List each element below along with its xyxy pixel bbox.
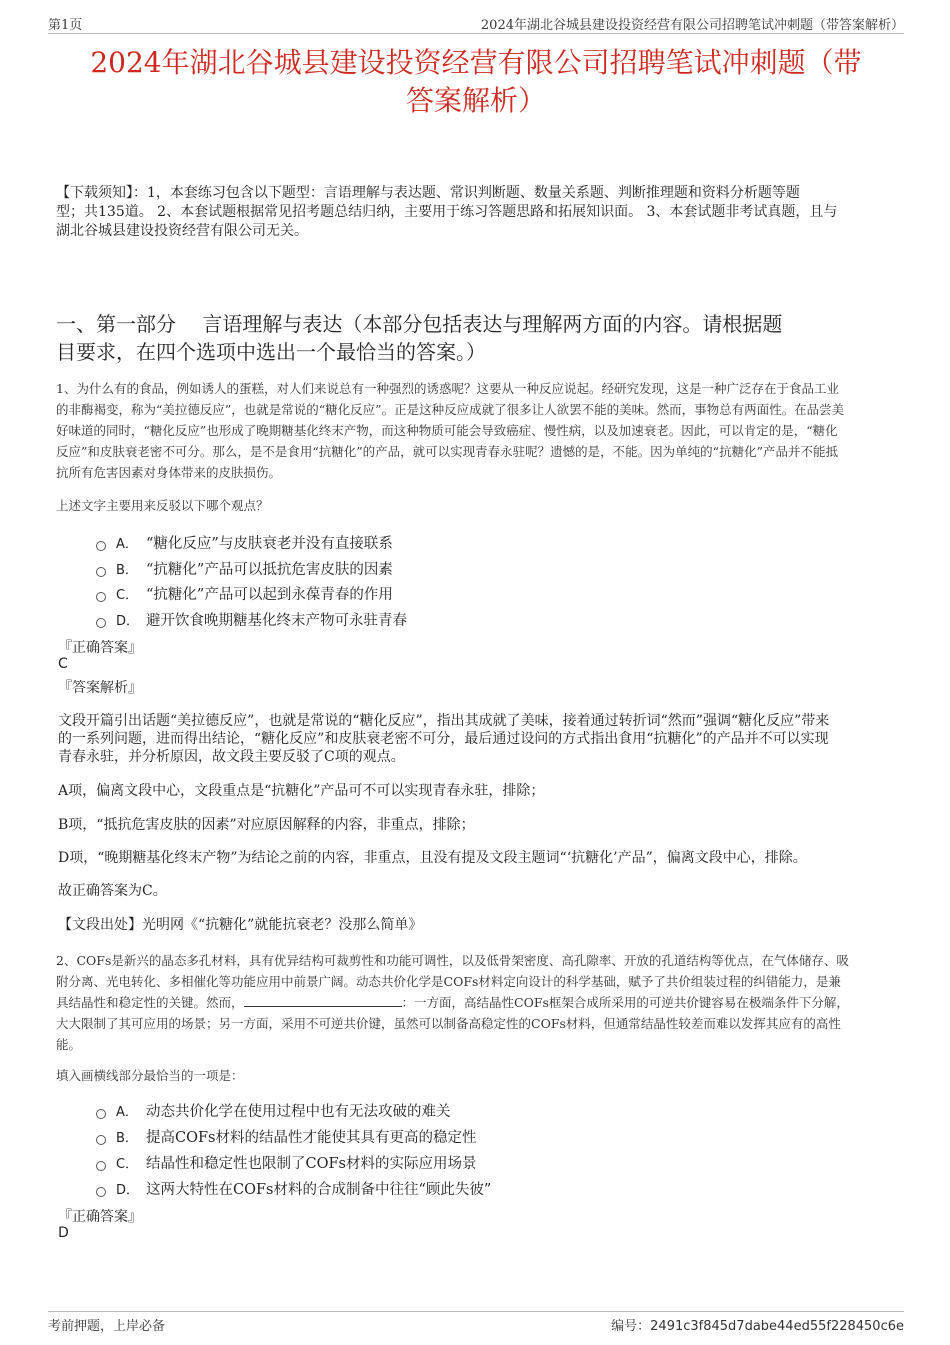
- stem-line: 附分离、光电转化、多相催化等功能应用中前景广阔。动态共价化学是COFs材料定向设计的科学基础，赋予了共价组装过程的纠错能力，是兼: [56, 974, 841, 989]
- option-text: “抗糖化”产品可以起到永葆青春的作用: [146, 587, 393, 603]
- notice-line: 湖北谷城县建设投资经营有限公司无关。: [56, 223, 308, 239]
- section-heading-line: 目要求，在四个选项中选出一个最恰当的答案。）: [56, 340, 486, 364]
- radio-button-icon[interactable]: [96, 1135, 106, 1145]
- notice-line: 【下载须知】：1，本套练习包含以下题型：言语理解与表达题、常识判断题、数量关系题、判断推理题和资料分析题等题: [56, 185, 800, 201]
- option-letter: B．: [116, 563, 138, 578]
- page-title: [48, 44, 904, 120]
- question-1-prompt: 上述文字主要用来反驳以下哪个观点？: [56, 498, 269, 513]
- analysis-option-d: D项，“晚期糖基化终末产物”为结论之前的内容，非重点，且没有提及文段主题词“‘抗糖化’产品”，偏离文段中心，排除。: [58, 850, 807, 866]
- option-text: 结晶性和稳定性也限制了COFs材料的实际应用场景: [146, 1156, 477, 1172]
- q1-option-d[interactable]: [96, 609, 407, 631]
- analysis-conclusion: 故正确答案为C。: [58, 883, 167, 899]
- running-title: 2024年湖北谷城县建设投资经营有限公司招聘笔试冲刺题（带答案解析）: [480, 18, 904, 33]
- radio-button-icon[interactable]: [96, 618, 106, 628]
- radio-button-icon[interactable]: [96, 567, 106, 577]
- radio-button-icon[interactable]: [96, 1109, 106, 1119]
- analysis-text: [58, 712, 898, 766]
- stem-fragment: ：一方面，高结晶性COFs框架合成所采用的可逆共价键容易在极端条件下分解，: [401, 995, 849, 1010]
- stem-line: 1、为什么有的食品，例如诱人的蛋糕，对人们来说总有一种强烈的诱惑呢？这要从一种反应说起。经研究发现，这是一种广泛存在于食品工业: [56, 381, 839, 396]
- page-number: 第1页: [48, 18, 83, 33]
- page-title-line-1: 2024年湖北谷城县建设投资经营有限公司招聘笔试冲刺题（带: [90, 46, 862, 79]
- document-id-label: 编号：: [611, 1319, 651, 1334]
- option-letter: A．: [116, 1105, 138, 1120]
- option-letter: C．: [116, 1157, 139, 1172]
- notice-line: 型；共135道。 2、本套试题根据常见招考题总结归纳，主要用于练习答题思路和拓展知识面。 3、本套试题非考试真题，且与: [56, 204, 838, 220]
- analysis-line: 青春永驻，并分析原因，故文段主要反驳了C项的观点。: [58, 749, 405, 765]
- stem-line: 2、COFs是新兴的晶态多孔材料，具有优异结构可裁剪性和功能可调性，以及低骨架密度、高孔隙率、开放的孔道结构等优点，在气体储存、吸: [56, 953, 849, 968]
- analysis-option-a: A项，偏离文段中心，文段重点是“抗糖化”产品可不可以实现青春永驻，排除；: [58, 783, 545, 799]
- stem-line: 大大限制了其可应用的场景；另一方面，采用不可逆共价键，虽然可以制备高稳定性的COFs材料，但通常结晶性较差而难以发挥其应有的高性: [56, 1016, 841, 1031]
- q2-option-a[interactable]: [96, 1100, 451, 1122]
- stem-line: 反应”和皮肤衰老密不可分。那么，是不是食用“抗糖化”的产品，就可以实现青春永驻呢？遗憾的是，不能。因为单纯的“抗糖化”产品并不能抵: [56, 444, 838, 459]
- option-letter: B．: [116, 1131, 138, 1146]
- stem-fragment: 具结晶性和稳定性的关键。然而，: [56, 995, 244, 1010]
- option-text: 避开饮食晚期糖基化终末产物可永驻青春: [146, 613, 407, 629]
- option-letter: A．: [116, 537, 138, 552]
- correct-answer-value: D: [58, 1225, 69, 1241]
- option-letter: D．: [116, 614, 140, 629]
- page-title-line-2: 答案解析）: [405, 84, 546, 117]
- stem-line: 能。: [56, 1037, 82, 1052]
- text-source: 【文段出处】光明网《“抗糖化”就能抗衰老？没那么简单》: [58, 917, 423, 933]
- correct-answer-label: 『正确答案』: [58, 1209, 142, 1225]
- question-2-prompt: 填入画横线部分最恰当的一项是：: [56, 1068, 244, 1083]
- question-2-stem: [56, 950, 900, 1055]
- stem-line: [56, 992, 900, 1013]
- download-notice: [56, 184, 900, 241]
- stem-line: 抗所有危害因素对身体带来的皮肤损伤。: [56, 465, 282, 480]
- correct-answer-label: 『正确答案』: [58, 640, 142, 656]
- section-heading: [56, 310, 900, 366]
- q1-option-c[interactable]: [96, 583, 393, 605]
- option-text: “抗糖化”产品可以抵抗危害皮肤的因素: [146, 562, 393, 578]
- document-id: [611, 1315, 904, 1334]
- fill-in-blank: [244, 994, 402, 1007]
- radio-button-icon[interactable]: [96, 1161, 106, 1171]
- correct-answer-value: C: [58, 656, 68, 672]
- option-letter: D．: [116, 1183, 140, 1198]
- radio-button-icon[interactable]: [96, 592, 106, 602]
- option-text: 这两大特性在COFs材料的合成制备中往往“顾此失彼”: [146, 1182, 492, 1198]
- analysis-option-b: B项，“抵抗危害皮肤的因素”对应原因解释的内容，非重点，排除；: [58, 817, 475, 833]
- q2-option-c[interactable]: [96, 1152, 476, 1174]
- question-1-stem: [56, 378, 900, 483]
- option-text: “糖化反应”与皮肤衰老并没有直接联系: [146, 536, 393, 552]
- q2-option-b[interactable]: [96, 1126, 476, 1148]
- option-text: 提高COFs材料的结晶性才能使其具有更高的稳定性: [146, 1130, 477, 1146]
- option-text: 动态共价化学在使用过程中也有无法攻破的难关: [146, 1104, 451, 1120]
- stem-line: 好味道的同时，“糖化反应”也形成了晚期糖基化终末产物，而这种物质可能会导致癌症、慢性病，以及加速衰老。因此，可以肯定的是，“糖化: [56, 423, 838, 438]
- document-id-value: 2491c3f845d7dabe44ed55f228450c6e: [650, 1319, 904, 1334]
- radio-button-icon[interactable]: [96, 1187, 106, 1197]
- analysis-label: 『答案解析』: [58, 680, 142, 696]
- footer-slogan: 考前押题，上岸必备: [48, 1319, 166, 1334]
- q1-option-a[interactable]: [96, 532, 393, 554]
- q1-option-b[interactable]: [96, 558, 393, 580]
- option-letter: C．: [116, 588, 139, 603]
- analysis-line: 文段开篇引出话题“美拉德反应”，也就是常说的“糖化反应”，指出其成就了美味，接着通过转折词“然而”强调“糖化反应”带来: [58, 713, 830, 729]
- header-divider: [48, 33, 904, 34]
- section-heading-line: 一、第一部分 言语理解与表达（本部分包括表达与理解两方面的内容。请根据题: [56, 312, 783, 336]
- q2-option-d[interactable]: [96, 1178, 491, 1200]
- radio-button-icon[interactable]: [96, 541, 106, 551]
- stem-line: 的非酶褐变，称为“美拉德反应”，也就是常说的“糖化反应”。正是这种反应成就了很多让人欲罢不能的美味。然而，事物总有两面性。在品尝美: [56, 402, 845, 417]
- analysis-line: 的一系列问题，进而得出结论，“糖化反应”和皮肤衰老密不可分，最后通过设问的方式指出食用“抗糖化”的产品并不可以实现: [58, 731, 829, 747]
- footer-divider: [48, 1311, 904, 1312]
